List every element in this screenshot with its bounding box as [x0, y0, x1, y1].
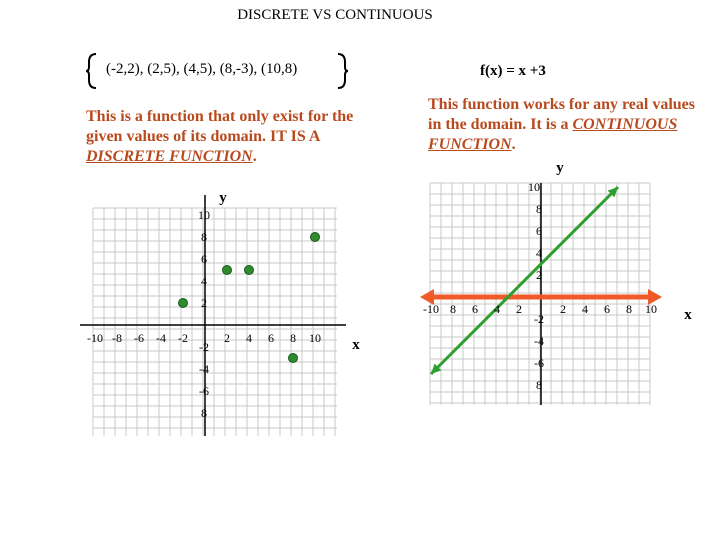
x-tick-label: 4 — [582, 302, 588, 316]
data-point — [245, 266, 254, 275]
page-title: DISCRETE VS CONTINUOUS — [237, 7, 433, 23]
function-line — [431, 187, 618, 374]
y-axis-label: y — [556, 160, 564, 176]
x-tick-label: -10 — [87, 331, 103, 345]
x-tick-label: -8 — [112, 331, 122, 345]
data-point — [179, 299, 188, 308]
x-axis-label: x — [352, 337, 360, 353]
x-tick-label: 4 — [494, 302, 500, 316]
x-tick-label: -10 — [423, 302, 439, 316]
x-tick-label: 8 — [290, 331, 296, 345]
y-tick-label: 4 — [536, 246, 542, 260]
function-label: f(x) = x +3 — [480, 63, 546, 79]
y-tick-label: -4 — [199, 362, 209, 376]
data-point — [289, 354, 298, 363]
y-tick-label: 10 — [198, 208, 210, 222]
x-tick-label: 8 — [626, 302, 632, 316]
x-tick-label: 6 — [472, 302, 478, 316]
y-tick-label: 8 — [536, 378, 542, 392]
y-tick-label: 6 — [536, 224, 542, 238]
y-tick-label: 2 — [201, 296, 207, 310]
x-tick-label: 2 — [516, 302, 522, 316]
y-tick-label: -2 — [199, 340, 209, 354]
x-tick-label: 10 — [309, 331, 321, 345]
y-tick-label: -2 — [534, 312, 544, 326]
data-point — [311, 233, 320, 242]
y-tick-label: 8 — [536, 202, 542, 216]
y-tick-label: 4 — [201, 274, 207, 288]
x-tick-label: 2 — [560, 302, 566, 316]
y-tick-label: 8 — [201, 406, 207, 420]
x-tick-label: 4 — [246, 331, 252, 345]
set-notation: (-2,2), (2,5), (4,5), (8,-3), (10,8) — [106, 61, 298, 77]
continuous-grid — [430, 183, 650, 405]
y-tick-label: -6 — [534, 356, 544, 370]
x-tick-label: 6 — [268, 331, 274, 345]
continuous-description: This function works for any real values in the domain. It is a CONTINUOUS FUNCTION. — [428, 96, 695, 153]
y-tick-label: 2 — [536, 268, 542, 282]
discrete-grid — [93, 208, 337, 436]
x-tick-label: 8 — [450, 302, 456, 316]
y-tick-label: 10 — [528, 180, 540, 194]
y-tick-label: 6 — [201, 252, 207, 266]
x-tick-label: 10 — [645, 302, 657, 316]
x-tick-label: -6 — [134, 331, 144, 345]
data-point — [223, 266, 232, 275]
y-tick-label: -6 — [199, 384, 209, 398]
discrete-description: This is a function that only exist for the given values of its domain. IT IS A DISCRETE FUNCTION. — [86, 108, 354, 165]
x-tick-label: 2 — [224, 331, 230, 345]
x-tick-label: 6 — [604, 302, 610, 316]
x-axis-label: x — [684, 307, 692, 323]
x-tick-label: -4 — [156, 331, 166, 345]
x-tick-label: -2 — [178, 331, 188, 345]
y-tick-label: 8 — [201, 230, 207, 244]
y-axis-label: y — [219, 190, 227, 206]
y-tick-label: -4 — [534, 334, 544, 348]
